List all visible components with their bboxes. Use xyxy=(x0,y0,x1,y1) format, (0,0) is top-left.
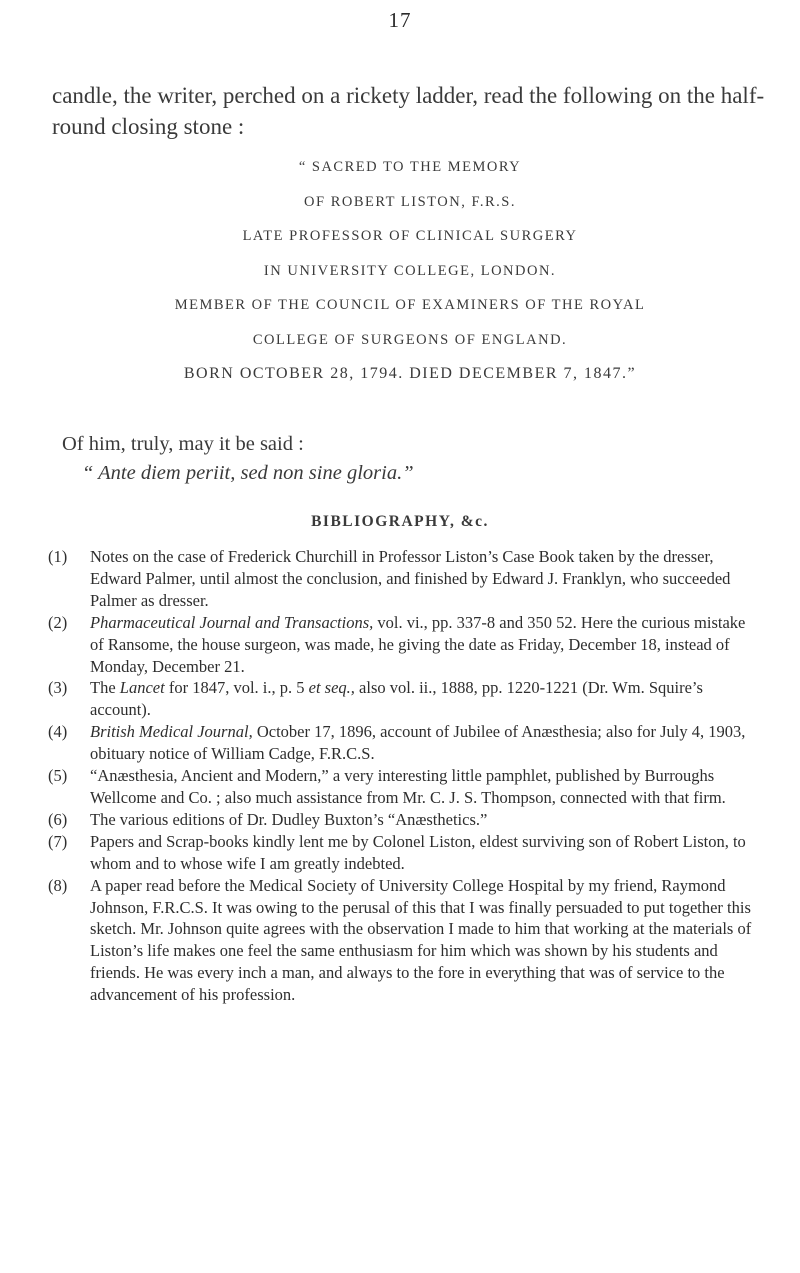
latin-quote: “ Ante diem periit, sed non sine gloria.” xyxy=(82,462,414,484)
item-text: Papers and Scrap-books kindly lent me by Colonel Liston, eldest surviving son of Robert Liston, to whom and to whose wife I am greatly indebted. xyxy=(90,831,746,873)
bibliography-item xyxy=(48,831,760,875)
item-text-post: also vol. ii., 1888, pp. 1220-1221 (Dr. Wm. Squire’s account). xyxy=(90,678,703,720)
opening-paragraph: candle, the writer, perched on a rickety ladder, read the following on the half-round closing stone : xyxy=(52,83,765,139)
item-text-post: vol. vi., pp. 337-8 and 350 52. Here the curious mistake of Ransome, the house surgeon, was made, he giving the date as Friday, December 18, instead of Monday, December 21. xyxy=(90,612,746,676)
item-text-post: October 17, 1896, account of Jubilee of Anæsthesia; also for July 4, 1903, obituary notice of William Cadge, F.R.C.S. xyxy=(90,722,746,764)
journal-title: Pharmaceutical Journal and Transactions, xyxy=(90,612,374,632)
inscription-line: COLLEGE OF SURGEONS OF ENGLAND. xyxy=(252,331,568,348)
inscription-line: OF ROBERT LISTON, F.R.S. xyxy=(304,193,516,210)
item-text: The various editions of Dr. Dudley Buxton’s “Anæsthetics.” xyxy=(90,809,488,829)
item-number: (7) xyxy=(48,831,68,851)
bibliography-item xyxy=(48,765,760,809)
journal-title: British Medical Journal, xyxy=(90,722,253,742)
item-text: “Anæsthesia, Ancient and Modern,” a very interesting little pamphlet, published by Burroughs Wellcome and Co. ; also much assistance from Mr. C. J. S. Thompson, connected with that firm. xyxy=(90,766,726,807)
bibliography-item xyxy=(48,721,760,765)
inscription-line: “ SACRED TO THE MEMORY xyxy=(298,159,522,175)
item-number: (2) xyxy=(48,612,68,632)
inscription-line: MEMBER OF THE COUNCIL OF EXAMINERS OF THE ROYAL xyxy=(174,297,646,313)
item-text: Notes on the case of Frederick Churchill in Professor Liston’s Case Book taken by the dresser, Edward Palmer, until almost the conclusion, and finished by Edward J. Franklyn, who succeeded Palmer as dresser. xyxy=(90,547,731,610)
item-text-pre: The xyxy=(90,678,120,698)
item-text-mid: for 1847, vol. i., p. 5 xyxy=(164,678,309,698)
latin-abbreviation: et seq., xyxy=(308,678,355,698)
bibliography-heading: BIBLIOGRAPHY, &c. xyxy=(311,513,489,530)
item-number: (4) xyxy=(48,722,68,742)
journal-title: Lancet xyxy=(119,678,165,698)
inscription-line: IN UNIVERSITY COLLEGE, LONDON. xyxy=(263,262,557,279)
bibliography-item xyxy=(48,677,760,721)
item-number: (5) xyxy=(48,766,68,786)
tribute-line: Of him, truly, may it be said : xyxy=(62,433,304,455)
item-number: (1) xyxy=(48,547,68,566)
page-number: 17 xyxy=(388,8,412,32)
item-number: (3) xyxy=(48,678,68,698)
bibliography-item xyxy=(48,612,760,678)
item-text: A paper read before the Medical Society of University College Hospital by my friend, Raymond Johnson, F.R.C.S. It was owing to the perusal of this that I was finally persuaded to put together this sketch. Mr. Johnson quite agrees with the observation I made to him that working at the materials of Liston’s life makes one feel the same enthusiasm for him which was shown by his students and friends. He was every inch a man, and always to the fore in everything that was of service to the advancement of his profession. xyxy=(90,875,752,1005)
inscription-line: LATE PROFESSOR OF CLINICAL SURGERY xyxy=(242,228,578,244)
inscription-line: BORN OCTOBER 28, 1794. DIED DECEMBER 7, 1847.” xyxy=(183,365,637,382)
bibliography-item xyxy=(48,875,760,1006)
bibliography-item xyxy=(48,546,760,612)
item-number: (6) xyxy=(48,809,68,829)
item-number: (8) xyxy=(48,875,68,895)
bibliography-item xyxy=(48,809,760,831)
bibliography-list xyxy=(48,546,760,1006)
memorial-inscription xyxy=(30,150,790,392)
